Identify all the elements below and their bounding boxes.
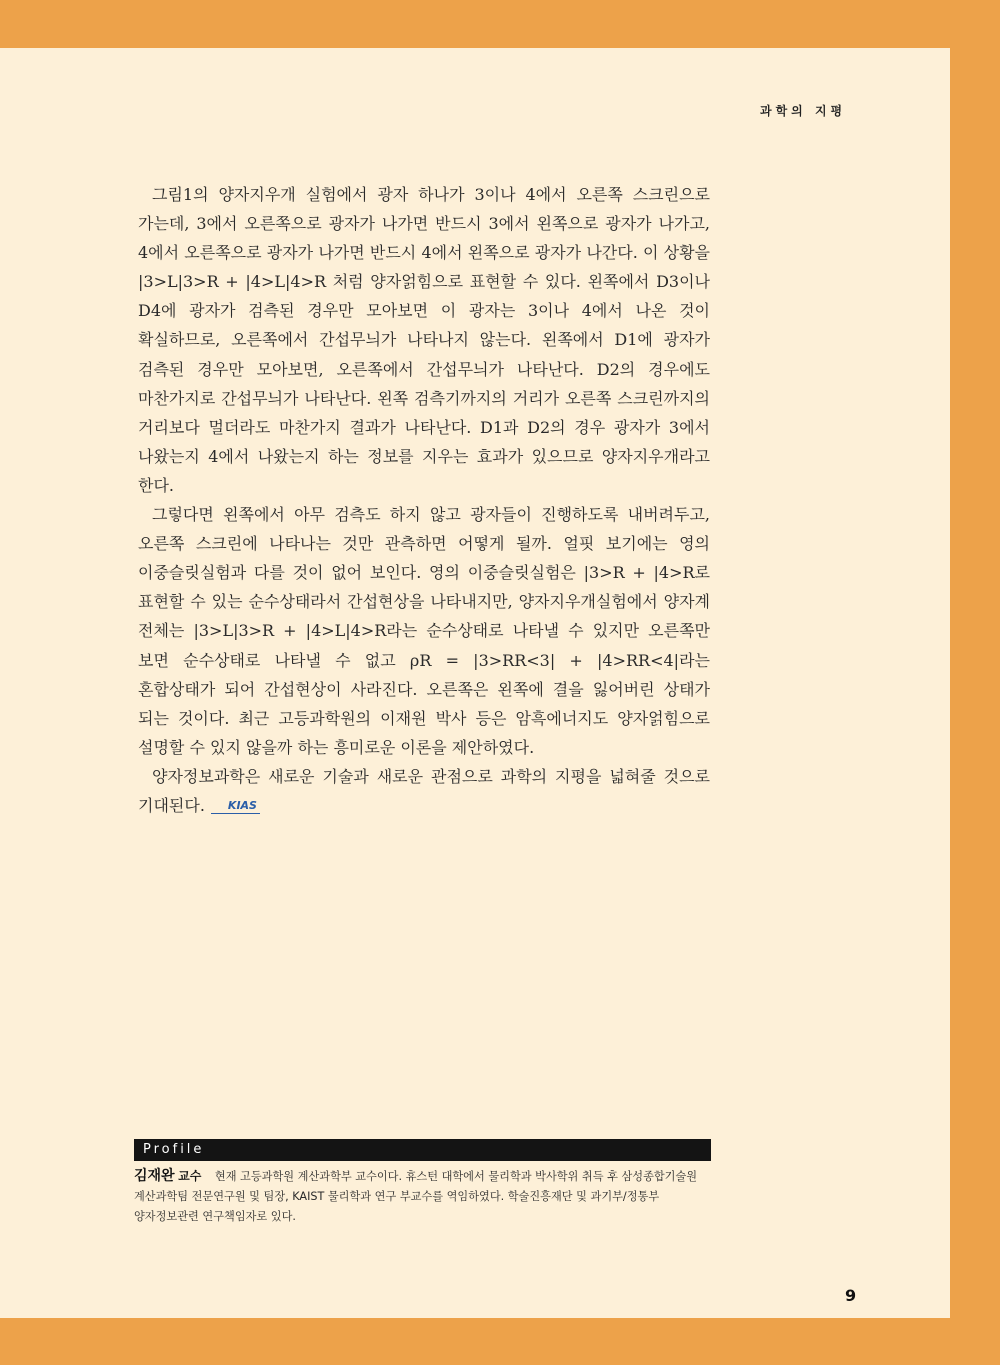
article-body — [138, 180, 710, 820]
article-paragraph-2: 그렇다면 왼쪽에서 아무 검측도 하지 않고 광자들이 진행하도록 내버려두고, 오른쪽 스크린에 나타나는 것만 관측하면 어떻게 될까. 얼핏 보기에는 영의 이중슬릿실험과 다를 것이 없어 보인다. 영의 이중슬릿실험은 |3>R + |4>R로 표현할 수 있는 순수상태라서 간섭현상을 나타내지만, 양자지우개실험에서 양자계 전체는 |3>L|3>R + |4>L|4>R라는 순수상태로 나타낼 수 있지만 오른쪽만 보면 순수상태로 나타낼 수 없고 ρR = |3>RR<3| + |4>RR<4|라는 혼합상태가 되어 간섭현상이 사라진다. 오른쪽은 왼쪽에 결을 잃어버린 상태가 되는 것이다. 최근 고등과학원의 이재원 박사 등은 암흑에너지도 양자얽힘으로 설명할 수 있지 않을까 하는 흥미로운 이론을 제안하였다. — [138, 505, 710, 757]
section-title: 과학의 지평 — [760, 104, 847, 118]
page — [0, 48, 950, 1318]
kias-logo: KIAS — [211, 800, 260, 814]
author-role: 교수 — [178, 1169, 202, 1183]
article-paragraph-1: 그림1의 양자지우개 실험에서 광자 하나가 3이나 4에서 오른쪽 스크린으로 가는데, 3에서 오른쪽으로 광자가 나가면 반드시 3에서 왼쪽으로 광자가 나가고, 4에서 오른쪽으로 광자가 나가면 반드시 4에서 왼쪽으로 광자가 나간다. 이 상황을 |3>L|3>R + |4>L|4>R 처럼 양자얽힘으로 표현할 수 있다. 왼쪽에서 D3이나 D4에 광자가 검측된 경우만 모아보면 이 광자는 3이나 4에서 나온 것이 확실하므로, 오른쪽에서 간섭무늬가 나타나지 않는다. 왼쪽에서 D1에 광자가 검측된 경우만 모아보면, 오른쪽에서 간섭무늬가 나타난다. D2의 경우에도 마찬가지로 간섭무늬가 나타난다. 왼쪽 검측기까지의 거리가 오른쪽 스크린까지의 거리보다 멀더라도 마찬가지 결과가 나타난다. D1과 D2의 경우 광자가 3에서 나왔는지 4에서 나왔는지 하는 정보를 지우는 효과가 있으므로 양자지우개라고 한다. — [138, 185, 710, 495]
article-paragraph-3 — [138, 762, 710, 820]
profile-heading: Profile — [134, 1139, 711, 1161]
profile-bio-block — [134, 1166, 712, 1227]
author-bio: 현재 고등과학원 계산과학부 교수이다. 휴스턴 대학에서 물리학과 박사학위 취득 후 삼성종합기술원 계산과학팀 전문연구원 및 팀장, KAIST 물리학과 연구 부교수를 역임하였다. 학술진흥재단 및 과기부/정통부 양자정보관련 연구책임자로 있다. — [134, 1170, 698, 1223]
author-name: 김재완 — [134, 1168, 175, 1184]
article-paragraph-3-text: 양자정보과학은 새로운 기술과 새로운 관점으로 과학의 지평을 넓혀줄 것으로 기대된다. — [138, 766, 710, 815]
page-number: 9 — [845, 1286, 857, 1305]
